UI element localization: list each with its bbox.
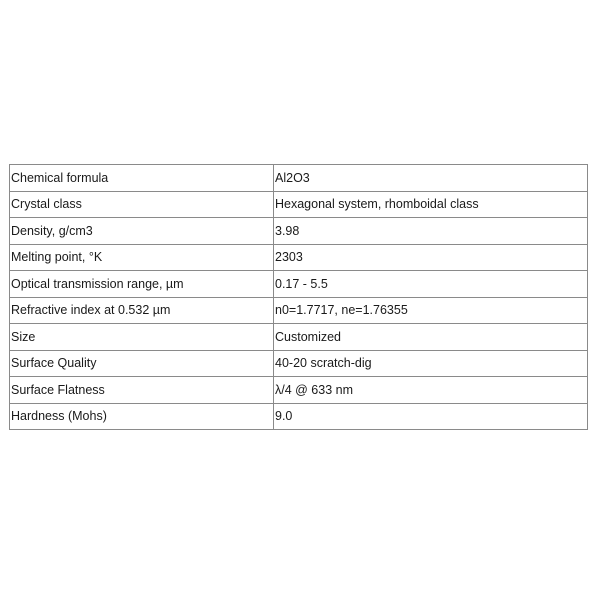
table-row — [10, 297, 588, 324]
table-row — [10, 218, 588, 245]
value-cell: λ/4 @ 633 nm — [274, 377, 588, 404]
property-cell: Surface Quality — [10, 350, 274, 377]
table-row — [10, 377, 588, 404]
value-cell: 3.98 — [274, 218, 588, 245]
value-cell: 9.0 — [274, 403, 588, 430]
specifications-table — [9, 164, 588, 430]
value-cell: Customized — [274, 324, 588, 351]
property-cell: Optical transmission range, µm — [10, 271, 274, 298]
value-cell: n0=1.7717, ne=1.76355 — [274, 297, 588, 324]
property-cell: Crystal class — [10, 191, 274, 218]
table-row — [10, 350, 588, 377]
property-cell: Melting point, °K — [10, 244, 274, 271]
property-cell: Density, g/cm3 — [10, 218, 274, 245]
value-cell: Al2O3 — [274, 165, 588, 192]
value-cell: Hexagonal system, rhomboidal class — [274, 191, 588, 218]
property-cell: Size — [10, 324, 274, 351]
value-cell: 0.17 - 5.5 — [274, 271, 588, 298]
table-row — [10, 244, 588, 271]
property-cell: Surface Flatness — [10, 377, 274, 404]
table-row — [10, 191, 588, 218]
table-row — [10, 165, 588, 192]
table-row — [10, 324, 588, 351]
table-row — [10, 271, 588, 298]
value-cell: 2303 — [274, 244, 588, 271]
value-cell: 40-20 scratch-dig — [274, 350, 588, 377]
property-cell: Refractive index at 0.532 µm — [10, 297, 274, 324]
property-cell: Hardness (Mohs) — [10, 403, 274, 430]
property-cell: Chemical formula — [10, 165, 274, 192]
table-row — [10, 403, 588, 430]
